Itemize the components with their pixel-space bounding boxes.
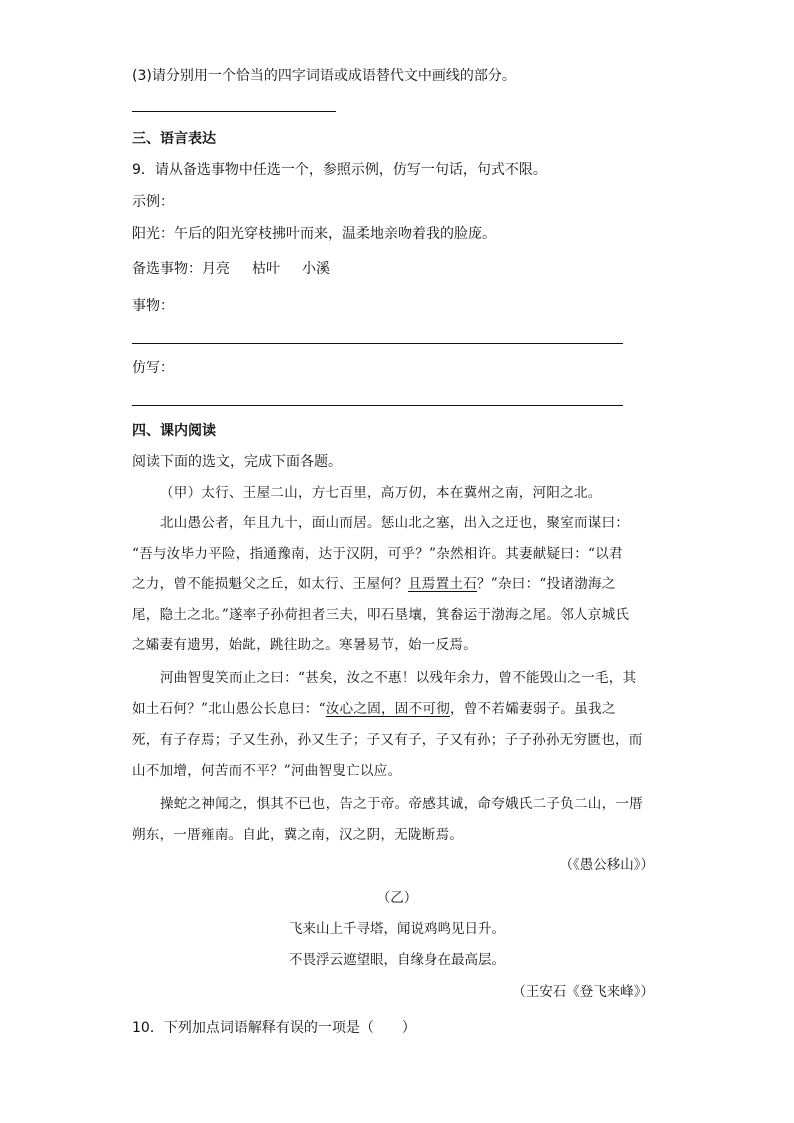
option-item: 小溪 [302, 261, 330, 277]
text-fragment: 如土石何？”北山愚公长息曰：“ [132, 701, 326, 717]
text-fragment: 之力，曾不能损魁父之丘，如太行、王屋何？ [132, 576, 408, 592]
underlined-phrase: 汝心之固，固不可彻 [325, 701, 451, 717]
passage-jia-source: （《愚公移山》） [559, 857, 654, 873]
underlined-phrase: 且焉置土石 [408, 576, 477, 592]
passage-jia-p2-line5: 之孀妻有遗男，始龀，跳往助之。寒暑易节，始一反焉。 [132, 637, 477, 653]
passage-jia-p2-line1: 北山愚公者，年且九十，面山而居。惩山北之塞，出入之迂也，聚室而谋曰： [160, 515, 630, 531]
option-item: 枯叶 [252, 261, 280, 277]
section-4-title: 四、课内阅读 [132, 423, 216, 439]
text-fragment: ，曾不若孀妻弱子。虽我之 [450, 701, 616, 717]
passage-jia-p3-line1: 河曲智叟笑而止之曰：“甚矣，汝之不惠！以残年余力，曾不能毁山之一毛，其 [160, 670, 637, 686]
imitate-label: 仿写： [132, 360, 174, 376]
passage-yi-title: （乙） [376, 890, 418, 906]
reading-instruction: 阅读下面的选文，完成下面各题。 [132, 454, 342, 470]
answer-line-thing[interactable] [132, 343, 623, 344]
answer-line-8-3[interactable] [132, 111, 336, 112]
question-8-sub3: (3)请分别用一个恰当的四字词语或成语替代文中画线的部分。 [132, 68, 516, 84]
passage-jia-p3-line4: 山不加增，何苦而不平？”河曲智叟亡以应。 [132, 763, 402, 779]
text-fragment: ？”杂曰：“投诸渤海之 [477, 576, 616, 592]
thing-label: 事物： [132, 298, 174, 314]
passage-jia-p4-line2: 朔东，一厝雍南。自此，冀之南，汉之阴，无陇断焉。 [132, 827, 464, 843]
option-item: 月亮 [202, 261, 230, 277]
passage-jia-p3-line2 [132, 699, 616, 719]
passage-jia-p2-line2: “吾与汝毕力平险，指通豫南，达于汉阴，可乎？”杂然相许。其妻献疑曰：“以君 [132, 546, 623, 562]
passage-jia-p2-line3 [132, 574, 616, 594]
passage-yi-source: （王安石《登飞来峰》） [512, 984, 654, 1000]
question-10: 10．下列加点词语解释有误的一项是（ ） [132, 1020, 416, 1036]
options-row [132, 259, 330, 279]
poem-line-2: 不畏浮云遮望眼，自缘身在最高层。 [289, 952, 505, 968]
passage-jia-p3-line3: 死，有子存焉；子又生孙，孙又生子；子又有子，子又有孙；子子孙孙无穷匮也，而 [132, 732, 643, 748]
example-text: 阳光：午后的阳光穿枝拂叶而来，温柔地亲吻着我的脸庞。 [132, 226, 496, 242]
passage-jia-p4-line1: 操蛇之神闻之，惧其不已也，告之于帝。帝感其诚，命夸娥氏二子负二山，一厝 [160, 796, 643, 812]
passage-jia-p1: （甲）太行、王屋二山，方七百里，高万仞，本在冀州之南，河阳之北。 [160, 485, 602, 501]
answer-line-imitate[interactable] [132, 405, 623, 406]
section-3-title: 三、语言表达 [132, 131, 216, 147]
poem-line-1: 飞来山上千寻塔，闻说鸡鸣见日升。 [289, 921, 505, 937]
options-label: 备选事物： [132, 261, 202, 277]
passage-jia-p2-line4: 尾，隐土之北。”遂率子孙荷担者三夫，叩石垦壤，箕畚运于渤海之尾。邻人京城氏 [132, 607, 630, 623]
question-9-prompt: 9．请从备选事物中任选一个，参照示例，仿写一句话，句式不限。 [132, 162, 547, 178]
example-label: 示例： [132, 194, 174, 210]
